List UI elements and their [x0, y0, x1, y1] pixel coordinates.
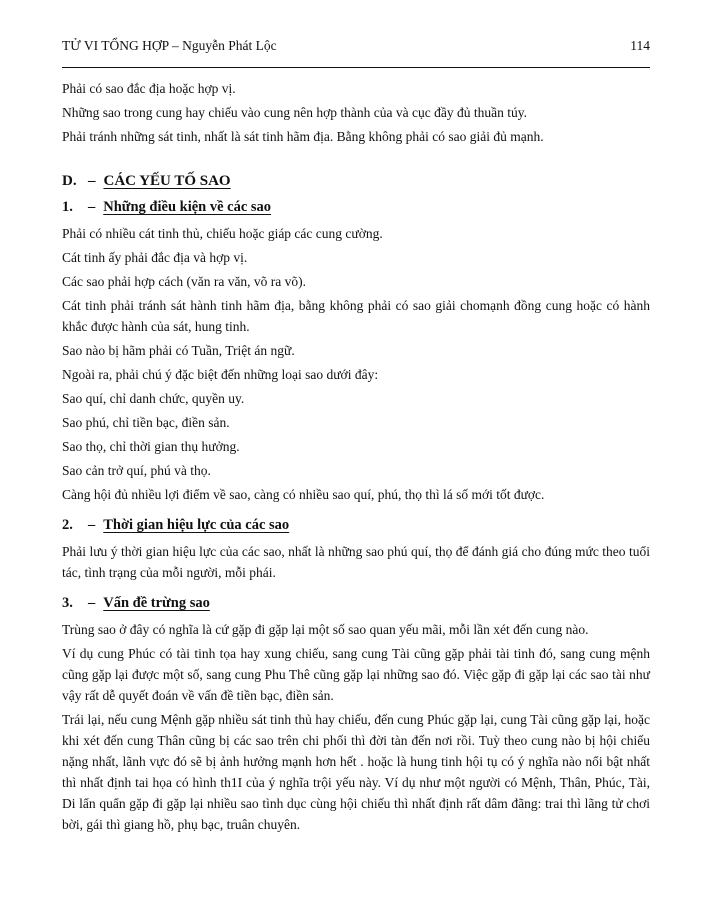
paragraph: Sao thọ, chỉ thời gian thụ hưởng. — [62, 439, 240, 454]
paragraph: Cát tinh ấy phải đắc địa và hợp vị. — [62, 250, 248, 265]
paragraph: Sao quí, chỉ danh chức, quyền uy. — [62, 391, 245, 406]
page-header — [62, 38, 650, 54]
section-title: CÁC YẾU TỐ SAO — [103, 173, 231, 189]
header-rule — [62, 67, 650, 68]
intro-paragraph: Phải tránh những sát tinh, nhất là sát tinh hãm địa. Bằng không phải có sao giải đủ mạnh. — [62, 129, 544, 144]
subsection-2-heading — [62, 515, 650, 535]
subsection-1-dash: – — [88, 199, 96, 215]
paragraph: Cát tinh phải tránh sát hành tinh hãm địa, bằng không phải có sao giải chomạnh đồng cung hoặc có hành khắc được hành của sát, hung tinh. — [62, 298, 650, 334]
running-title: TỬ VI TỔNG HỢP – Nguyễn Phát Lộc — [62, 38, 277, 53]
subsection-3-dash: – — [88, 595, 96, 611]
page-number: 114 — [630, 38, 650, 53]
subsection-1-title: Những điều kiện về các sao — [103, 199, 272, 215]
paragraph: Sao phú, chỉ tiền bạc, điền sản. — [62, 415, 230, 430]
section-label: D. — [62, 173, 77, 189]
paragraph: Càng hội đủ nhiều lợi điểm về sao, càng có nhiều sao quí, phú, thọ thì lá số mới tốt được. — [62, 487, 545, 502]
subsection-1-heading — [62, 197, 650, 217]
paragraph: Phải lưu ý thời gian hiệu lực của các sao, nhất là những sao phú quí, thọ để đánh giá cho đúng mức theo tuổi tác, tình trạng của mỗi người, mỗi phái. — [62, 544, 650, 580]
section-heading — [62, 171, 650, 191]
paragraph: Sao cản trở quí, phú và thọ. — [62, 463, 211, 478]
paragraph: Sao nào bị hãm phải có Tuần, Triệt án ngữ. — [62, 343, 295, 358]
intro-paragraph: Những sao trong cung hay chiếu vào cung nên hợp thành của và cục đầy đủ thuần túy. — [62, 105, 527, 120]
paragraph: Các sao phải hợp cách (văn ra văn, võ ra võ). — [62, 274, 307, 289]
subsection-2-dash: – — [88, 517, 96, 533]
paragraph: Trái lại, nếu cung Mệnh gặp nhiều sát tinh thủ hay chiếu, đến cung Phúc gặp lại, cung Tài cũng gặp lại, hoặc khi xét đến cung Thân cũng bị các sao trên chi phối thì đời tàn đến nơi rồi. Tuỳ theo cung nào bị hội chiếu nặng nhất, lãnh vực đó sẽ bị ảnh hưởng mạnh hơn hết . hoặc là hung tinh hội tụ có ý nghĩa nào nổi bật nhất thì nhất định tai họa có hình th1I của ý nghĩa trội yếu này. Ví dụ như một người có Mệnh, Thân, Phúc, Tài, Di lẩn quẩn gặp đi gặp lại nhiều sao tình dục cùng hội chiếu thì nhất định rất dâm đãng: trai thì lãng tử chơi bời, gái thì giang hồ, phụ bạc, truân chuyên. — [62, 712, 650, 832]
subsection-2-title: Thời gian hiệu lực của các sao — [103, 517, 290, 533]
paragraph: Ngoài ra, phải chú ý đặc biệt đến những loại sao dưới đây: — [62, 367, 379, 382]
subsection-3-label: 3. — [62, 595, 73, 611]
intro-paragraph: Phải có sao đắc địa hoặc hợp vị. — [62, 81, 236, 96]
section-dash: – — [88, 173, 96, 189]
paragraph: Ví dụ cung Phúc có tài tinh tọa hay xung chiếu, sang cung Tài cũng gặp phải tài tinh đó, sang cung mệnh cũng gặp lại được một số, sang cung Phu Thê cũng gặp lại những sao đó. Việc gặp đi gặp lại các sao tài như vậy rất dễ quyết đoán về vấn đề tiền bạc, điền sản. — [62, 646, 650, 703]
subsection-3-heading — [62, 593, 650, 613]
subsection-2-label: 2. — [62, 517, 73, 533]
subsection-3-title: Vấn đề trừng sao — [103, 595, 210, 611]
paragraph: Trùng sao ở đây có nghĩa là cứ gặp đi gặp lại một số sao quan yếu mãi, mỗi lần xét đến cung nào. — [62, 622, 589, 637]
subsection-1-label: 1. — [62, 199, 73, 215]
paragraph: Phải có nhiều cát tinh thủ, chiếu hoặc giáp các cung cường. — [62, 226, 383, 241]
